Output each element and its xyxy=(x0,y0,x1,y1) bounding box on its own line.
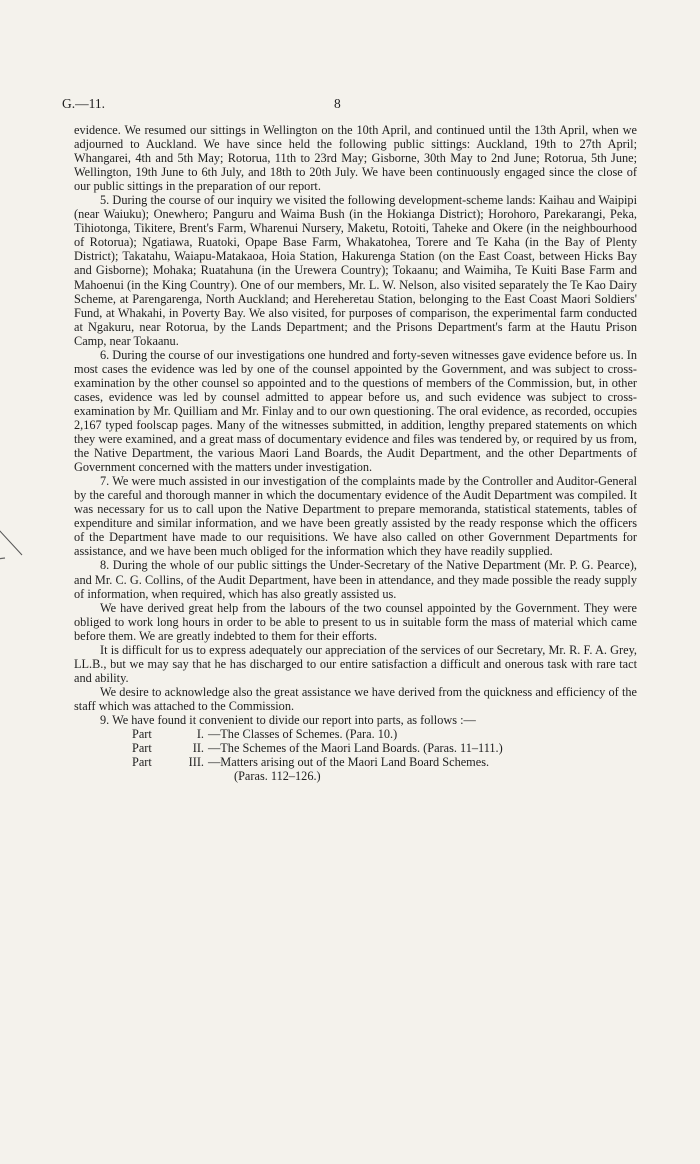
part-description: —The Schemes of the Maori Land Boards. (Paras. 11–111.) xyxy=(208,741,503,756)
part-entry xyxy=(132,741,637,755)
part-continuation: (Paras. 112–126.) xyxy=(234,769,321,784)
paragraph-counsel: We have derived great help from the labours of the two counsel appointed by the Government. They were obliged to work long hours in order to be able to present to us in suitable form the mass of material which came before them. We are greatly indebted to them for their efforts. xyxy=(74,600,637,643)
page-header xyxy=(0,96,700,112)
part-entry xyxy=(132,755,637,769)
part-label: Part xyxy=(132,755,152,770)
paragraph-8: 8. During the whole of our public sittings the Under-Secretary of the Native Department (Mr. P. G. Pearce), and Mr. C. G. Collins, of the Audit Department, have been in attendance, and they made possible the ready supply of information, when required, which has also greatly assisted us. xyxy=(74,558,637,601)
part-description: —Matters arising out of the Maori Land Board Schemes. xyxy=(208,755,490,770)
part-entry xyxy=(132,727,637,741)
paragraph-staff: We desire to acknowledge also the great assistance we have derived from the quickness and efficiency of the staff which was attached to the Commission. xyxy=(74,684,637,713)
page-number: 8 xyxy=(334,96,341,111)
parts-list xyxy=(132,727,637,783)
report-body xyxy=(74,123,637,783)
paragraph-9: 9. We have found it convenient to divide our report into parts, as follows :— xyxy=(100,712,476,727)
part-label: Part xyxy=(132,727,152,742)
paragraph-5: 5. During the course of our inquiry we visited the following development-scheme lands: Kaihau and Waipipi (near Waiuku); Onewhero; Panguru and Waima Bush (in the Hokianga District); Horohoro, Parekarangi, Peka, Tihiotonga, Tikitere, Brent's Farm, Wharenui Nursery, Maketu, Rotoiti, Taheke and Okere (in the neighbourhood of Rotorua); Ngatiawa, Ruatoki, Opape Base Farm, Whakatohea, Torere and Te Kaha (in the Bay of Plenty District); Takatahu, Waiapu-Matakaoa, Hoia Station, Hakurenga Station (on the East Coast, between Hicks Bay and Gisborne); Mohaka; Ruatahuna (in the Urewera Country); Tokaanu; and Waimiha, Te Kuiti Base Farm and Mahoenui (in the King Country). One of our members, Mr. L. W. Nelson, also visited separately the Te Kao Dairy Scheme, at Parengarenga, North Auckland; and Hereheretau Station, belonging to the East Coast Maori Soldiers' Fund, at Whakahi, in Poverty Bay. We also visited, for purposes of comparison, the experimental farm conducted at Ngakuru, near Rotorua, by the Lands Department; and the Prisons Department's farm at the Hautu Prison Camp, near Tokaanu. xyxy=(74,193,637,348)
part-label: Part xyxy=(132,741,152,756)
margin-pencil-mark xyxy=(0,525,26,561)
paragraph-6: 6. During the course of our investigations one hundred and forty-seven witnesses gave evidence before us. In most cases the evidence was led by one of the counsel appointed by the Government, and was subject to cross-examination by the other counsel so appointed and to the questions of members of the Commission, but, in other cases, evidence was led by counsel admitted to appear before us, and such evidence was subject to cross-examination by Mr. Quilliam and Mr. Finlay and to our own questioning. The oral evidence, as recorded, occupies 2,167 typed foolscap pages. Many of the witnesses submitted, in addition, lengthy prepared statements on which they were examined, and a great mass of documentary evidence and files was tendered by, or required by us from, the Native Department, the various Maori Land Boards, the Audit Department, and the other Departments of Government concerned with the matters under investigation. xyxy=(74,347,637,475)
series-reference: G.—11. xyxy=(62,96,105,111)
paragraph-secretary: It is difficult for us to express adequately our appreciation of the services of our Secretary, Mr. R. F. A. Grey, LL.B., but we may say that he has discharged to our entire satisfaction a difficult and onerous task with rare tact and ability. xyxy=(74,642,637,685)
paragraph-7: 7. We were much assisted in our investigation of the complaints made by the Controller and Auditor-General by the careful and thorough manner in which the documentary evidence of the Audit Department was compiled. It was necessary for us to call upon the Native Department to prepare memoranda, statistical statements, tables of expenditure and similar information, and we have been greatly assisted by the ready response which the officers of the Department have made to our requisitions. We have also called on other Government Departments for assistance, and we have been much obliged for the information which they have readily supplied. xyxy=(74,474,637,559)
part-description: —The Classes of Schemes. (Para. 10.) xyxy=(208,727,398,742)
part-numeral: II. xyxy=(192,741,204,756)
part-numeral: III. xyxy=(188,755,204,770)
paragraph-continuation: evidence. We resumed our sittings in Wellington on the 10th April, and continued until the 13th April, when we adjourned to Auckland. We have since held the following public sittings: Auckland, 19th to 27th April; Whangarei, 4th and 5th May; Rotorua, 11th to 23rd May; Gisborne, 30th May to 2nd June; Rotorua, 5th June; Wellington, 19th June to 6th July, and 18th to 20th July. We have been continuously engaged since the close of our public sittings in the preparation of our report. xyxy=(74,123,637,194)
part-numeral: I. xyxy=(196,727,204,742)
